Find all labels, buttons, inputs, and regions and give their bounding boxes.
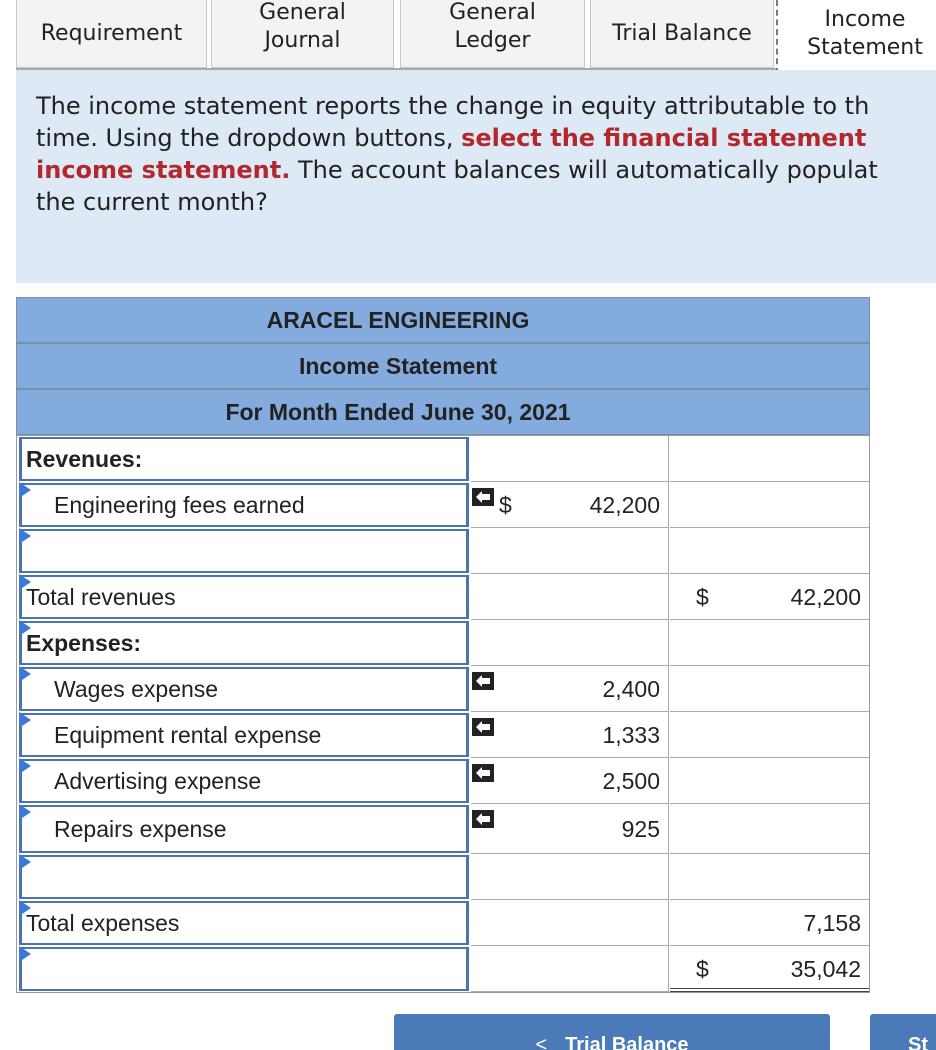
amount-cell xyxy=(471,436,669,482)
statement-title: Income Statement xyxy=(16,343,870,389)
dropdown-marker-icon xyxy=(19,620,31,636)
tab-label: Income Statement xyxy=(807,7,923,60)
label-dropdown[interactable]: Total revenues xyxy=(19,575,469,619)
dropdown-marker-icon xyxy=(19,854,31,870)
return-arrow-icon xyxy=(472,718,494,736)
total-cell xyxy=(670,804,869,854)
instruction-text: The income statement reports the change in equity attributable to th time. Using the dropdown buttons, select the financial statement income statement. The account balances will automatically populat the current month? xyxy=(36,92,878,216)
tab-label: Trial Balance xyxy=(612,20,752,46)
instruction-box xyxy=(16,70,936,283)
total-cell xyxy=(670,528,869,574)
dropdown-marker-icon xyxy=(19,482,31,498)
dropdown-marker-icon xyxy=(19,574,31,590)
chevron-left-icon: < xyxy=(535,1034,548,1050)
total-cell xyxy=(670,666,869,712)
label-dropdown[interactable]: Expenses: xyxy=(19,621,469,665)
total-cell xyxy=(670,946,869,992)
net-income-value: 35,042 xyxy=(790,955,861,982)
label-dropdown[interactable] xyxy=(19,529,469,573)
amount-cell xyxy=(471,620,669,666)
tab-requirement[interactable] xyxy=(16,0,207,68)
amount-cell xyxy=(471,574,669,620)
dollar-sign: $ xyxy=(696,955,709,982)
total-cell xyxy=(670,758,869,804)
dropdown-marker-icon xyxy=(19,666,31,682)
total-cell xyxy=(670,574,869,620)
label-dropdown[interactable] xyxy=(19,855,469,899)
tab-bar xyxy=(16,0,936,70)
statement-grid xyxy=(16,435,870,993)
table-row xyxy=(17,574,871,620)
label-dropdown[interactable] xyxy=(19,947,469,991)
amount-cell xyxy=(471,482,669,528)
table-row xyxy=(17,436,871,482)
next-button-label: St xyxy=(908,1034,928,1050)
table-row xyxy=(17,946,871,992)
dropdown-marker-icon xyxy=(19,528,31,544)
label-dropdown[interactable]: Total expenses xyxy=(19,901,469,945)
tab-general-journal[interactable] xyxy=(211,0,394,68)
tab-label: General Ledger xyxy=(449,0,536,53)
amount-value: 2,500 xyxy=(602,767,660,794)
tab-general-ledger[interactable] xyxy=(400,0,585,68)
amount-value: 925 xyxy=(621,815,660,842)
total-cell xyxy=(670,854,869,900)
tab-income-statement[interactable] xyxy=(776,0,936,74)
dropdown-marker-icon xyxy=(19,946,31,962)
dollar-sign: $ xyxy=(696,583,709,610)
total-cell xyxy=(670,900,869,946)
prev-trial-balance-button[interactable] xyxy=(394,1014,830,1050)
tab-label: Requirement xyxy=(40,20,183,46)
amount-value: 2,400 xyxy=(602,675,660,702)
table-row xyxy=(17,854,871,900)
label-dropdown[interactable]: Advertising expense xyxy=(19,759,469,803)
return-arrow-icon xyxy=(472,810,494,828)
prev-button-label: Trial Balance xyxy=(565,1034,689,1050)
dropdown-marker-icon xyxy=(19,758,31,774)
total-cell xyxy=(670,620,869,666)
tab-label: General Journal xyxy=(259,0,346,53)
table-row xyxy=(17,758,871,804)
return-arrow-icon xyxy=(472,672,494,690)
label-dropdown[interactable]: Engineering fees earned xyxy=(19,483,469,527)
amount-value: 42,200 xyxy=(589,491,660,518)
amount-cell xyxy=(471,946,669,992)
table-row xyxy=(17,528,871,574)
table-row xyxy=(17,666,871,712)
table-row xyxy=(17,900,871,946)
return-arrow-icon xyxy=(472,488,494,506)
amount-cell xyxy=(471,900,669,946)
company-name: ARACEL ENGINEERING xyxy=(16,297,870,343)
label-dropdown[interactable]: Repairs expense xyxy=(19,805,469,853)
dropdown-marker-icon xyxy=(19,804,31,820)
table-row xyxy=(17,620,871,666)
dollar-sign: $ xyxy=(499,491,512,518)
amount-cell xyxy=(471,712,669,758)
amount-cell xyxy=(471,854,669,900)
label-dropdown[interactable]: Equipment rental expense xyxy=(19,713,469,757)
statement-period: For Month Ended June 30, 2021 xyxy=(16,389,870,435)
amount-cell xyxy=(471,666,669,712)
return-arrow-icon xyxy=(472,764,494,782)
label-dropdown[interactable]: Wages expense xyxy=(19,667,469,711)
tab-trial-balance[interactable] xyxy=(590,0,774,68)
amount-cell xyxy=(471,528,669,574)
table-row xyxy=(17,482,871,528)
amount-cell xyxy=(471,804,669,854)
dropdown-marker-icon xyxy=(19,712,31,728)
total-cell xyxy=(670,712,869,758)
total-value: 7,158 xyxy=(803,909,861,936)
label-dropdown[interactable]: Revenues: xyxy=(19,437,469,481)
amount-value: 1,333 xyxy=(602,721,660,748)
table-row xyxy=(17,712,871,758)
dropdown-marker-icon xyxy=(19,900,31,916)
table-row xyxy=(17,804,871,854)
next-statement-button[interactable] xyxy=(870,1014,936,1050)
total-value: 42,200 xyxy=(790,583,861,610)
amount-cell xyxy=(471,758,669,804)
total-cell xyxy=(670,436,869,482)
total-cell xyxy=(670,482,869,528)
